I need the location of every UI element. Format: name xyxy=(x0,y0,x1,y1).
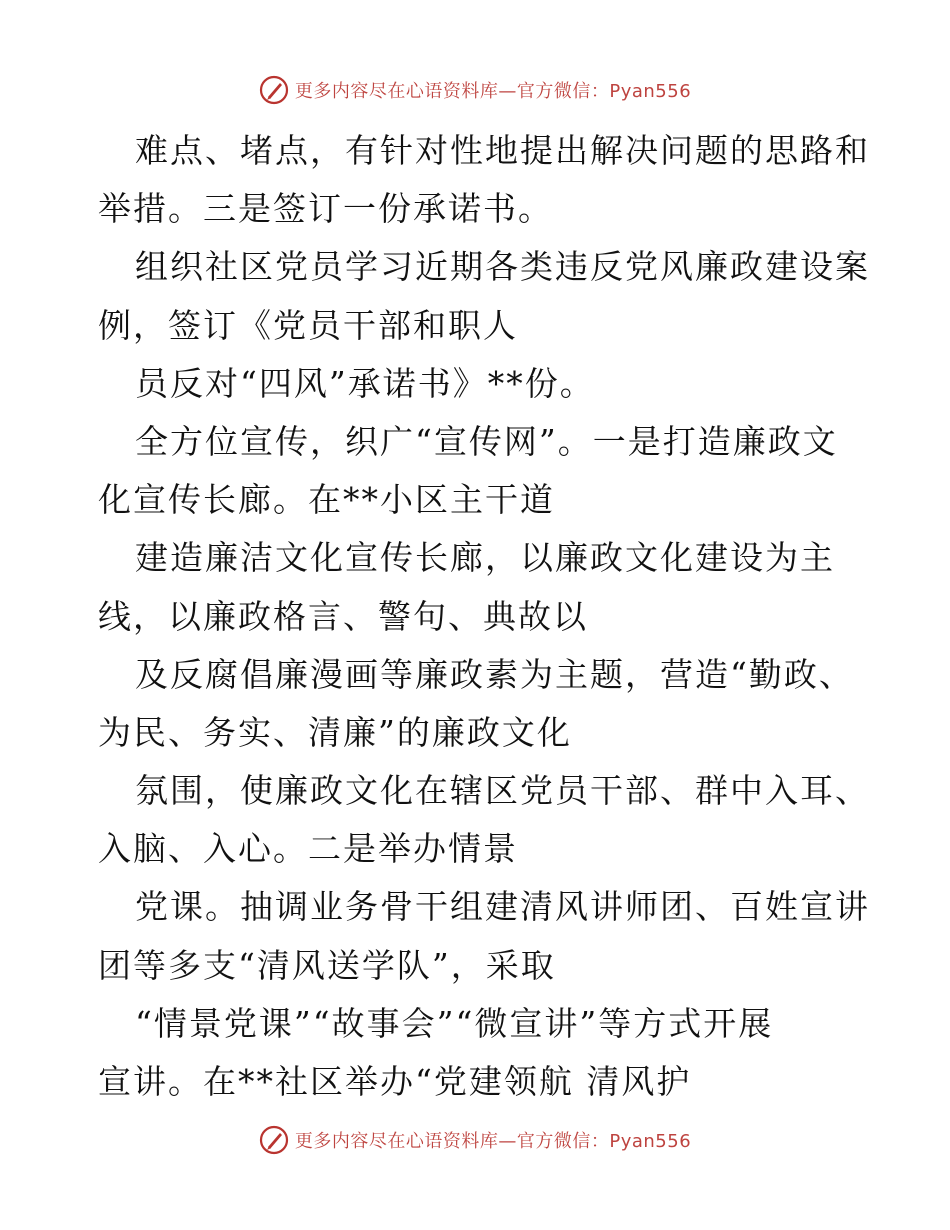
watermark-text: 更多内容尽在心语资料库—官方微信：Pyan556 xyxy=(294,1131,692,1152)
text-line: 氛围，使廉政文化在辖区党员干部、群中入耳、 xyxy=(135,771,870,811)
text-line: 团等多支“清风送学队”，采取 xyxy=(98,945,556,985)
quill-logo-icon xyxy=(259,75,289,105)
text-line: 党课。抽调业务骨干组建清风讲师团、百姓宣讲 xyxy=(135,887,870,927)
text-line: 例，签订《党员干部和职人 xyxy=(98,305,518,345)
watermark-text: 更多内容尽在心语资料库—官方微信：Pyan556 xyxy=(294,81,692,102)
text-line: 宣讲。在**社区举办“党建领航 清风护 xyxy=(98,1062,692,1101)
footer-watermark xyxy=(0,1120,950,1160)
quill-logo-icon xyxy=(259,1125,289,1155)
text-line: 化宣传长廊。在**小区主干道 xyxy=(98,480,555,520)
text-line: 线，以廉政格言、警句、典故以 xyxy=(98,596,588,636)
text-line: 员反对“四风”承诺书》**份。 xyxy=(135,363,595,403)
text-line: 入脑、入心。二是举办情景 xyxy=(98,829,518,869)
text-line: 建造廉洁文化宣传长廊，以廉政文化建设为主 xyxy=(135,538,835,578)
text-line: 全方位宣传，织广“宣传网”。一是打造廉政文 xyxy=(135,421,838,461)
text-line: “情景党课”“故事会”“微宣讲”等方式开展 xyxy=(135,1003,774,1043)
text-line: 组织社区党员学习近期各类违反党风廉政建设案 xyxy=(135,247,870,287)
text-line: 举措。三是签订一份承诺书。 xyxy=(98,189,553,229)
header-watermark xyxy=(0,70,950,110)
text-line: 难点、堵点，有针对性地提出解决问题的思路和 xyxy=(135,131,870,170)
document-body xyxy=(98,122,870,1111)
text-line: 为民、务实、清廉”的廉政文化 xyxy=(98,712,572,752)
text-line: 及反腐倡廉漫画等廉政素为主题，营造“勤政、 xyxy=(135,654,854,694)
